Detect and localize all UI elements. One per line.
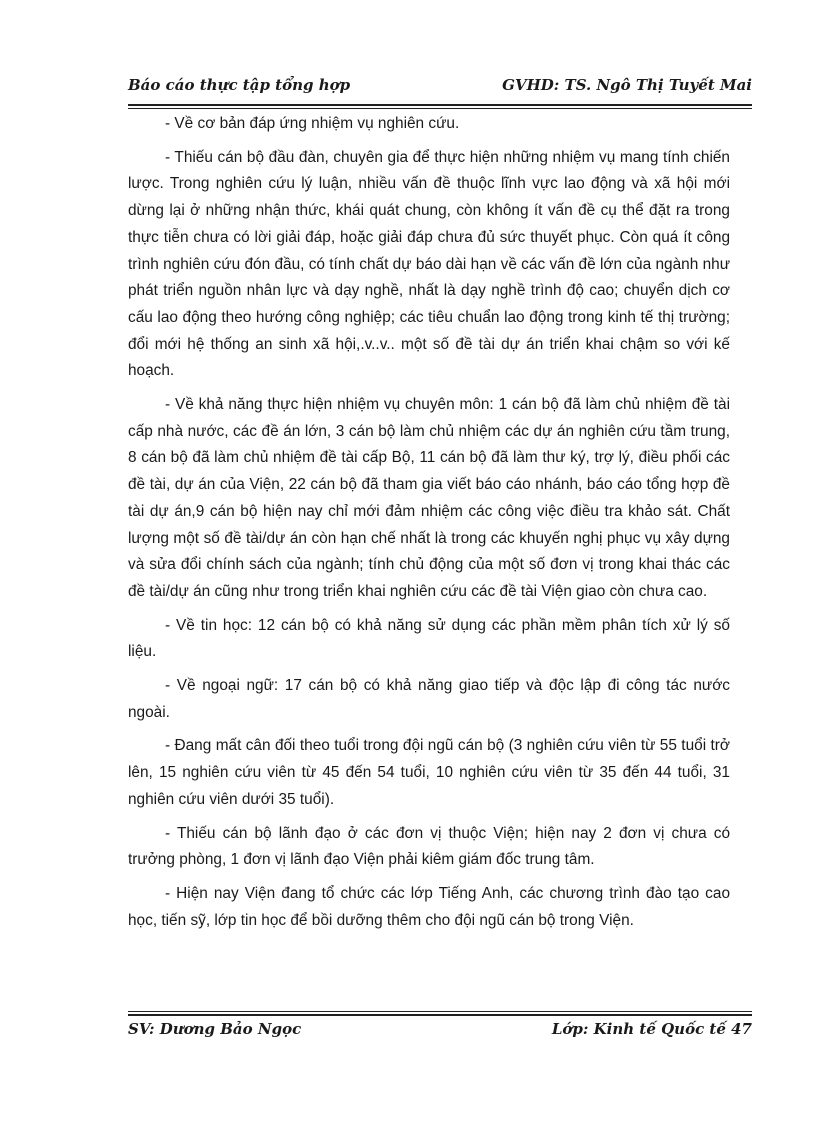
header-rule-thin (128, 108, 752, 109)
footer-student-name: SV: Dương Bảo Ngọc (128, 1020, 302, 1038)
footer-rule-thick (128, 1014, 752, 1016)
paragraph: - Thiếu cán bộ đầu đàn, chuyên gia để thực hiện những nhiệm vụ mang tính chiến lược. Trong nghiên cứu lý luận, nhiều vấn đề thuộc lĩnh vực lao động và xã hội mới dừng lại ở những nhận thức, khái quát chung, còn không ít vấn đề cụ thể đặt ra trong thực tiễn chưa có lời giải đáp, hoặc giải đáp chưa đủ sức thuyết phục. Còn quá ít công trình nghiên cứu đón đầu, có tính chất dự báo dài hạn về các vấn đề lớn của ngành như phát triển nguồn nhân lực và dạy nghề, nhất là dạy nghề trình độ cao; chuyển dịch cơ cấu lao động theo hướng công nghiệp; các tiêu chuẩn lao động trong kinh tế thị trường; đổi mới hệ thống an sinh xã hội,.v..v.. một số đề tài dự án triển khai chậm so với kế hoạch. (128, 148, 730, 380)
page-header (128, 76, 752, 98)
header-supervisor: GVHD: TS. Ngô Thị Tuyết Mai (502, 76, 752, 94)
paragraph: - Về khả năng thực hiện nhiệm vụ chuyên môn: 1 cán bộ đã làm chủ nhiệm đề tài cấp nhà nước, các đề án lớn, 3 cán bộ làm chủ nhiệm các dự án nghiên cứu tầm trung, 8 cán bộ đã làm chủ nhiệm đề tài cấp Bộ, 11 cán bộ đã làm thư ký, trợ lý, điều phối các đề tài, dự án của Viện, 22 cán bộ đã tham gia viết báo cáo nhánh, báo cáo tổng hợp đề tài dự án,9 cán bộ hiện nay chỉ mới đảm nhiệm các công việc điều tra khảo sát. Chất lượng một số đề tài/dự án còn hạn chế nhất là trong các khuyến nghị phục vụ xây dựng và sửa đổi chính sách của ngành; tính chủ động của một số đơn vị trong khai thác các đề tài/dự án cũng như trong triển khai nghiên cứu các đề tài Viện giao còn chưa cao. (128, 396, 730, 600)
header-report-title: Báo cáo thực tập tổng hợp (128, 76, 351, 94)
footer-class-name: Lớp: Kinh tế Quốc tế 47 (551, 1020, 752, 1038)
paragraph: - Về tin học: 12 cán bộ có khả năng sử dụng các phần mềm phân tích xử lý số liệu. (128, 616, 730, 661)
footer-rule-thin (128, 1011, 752, 1012)
paragraph: - Hiện nay Viện đang tổ chức các lớp Tiếng Anh, các chương trình đào tạo cao học, tiến sỹ, lớp tin học để bồi dưỡng thêm cho đội ngũ cán bộ trong Viện. (128, 884, 730, 929)
body-text (128, 111, 730, 941)
paragraph: - Thiếu cán bộ lãnh đạo ở các đơn vị thuộc Viện; hiện nay 2 đơn vị chưa có trưởng phòng, 1 đơn vị lãnh đạo Viện phải kiêm giám đốc trung tâm. (128, 824, 730, 869)
paragraph: - Đang mất cân đối theo tuổi trong đội ngũ cán bộ (3 nghiên cứu viên từ 55 tuổi trở lên, 15 nghiên cứu viên từ 45 đến 54 tuổi, 10 nghiên cứu viên từ 35 đến 44 tuổi, 31 nghiên cứu viên dưới 35 tuổi). (128, 737, 730, 808)
header-rule-thick (128, 104, 752, 106)
paragraph: - Về ngoại ngữ: 17 cán bộ có khả năng giao tiếp và độc lập đi công tác nước ngoài. (128, 677, 730, 721)
paragraph: - Về cơ bản đáp ứng nhiệm vụ nghiên cứu. (165, 115, 460, 132)
page-footer (128, 1020, 752, 1042)
